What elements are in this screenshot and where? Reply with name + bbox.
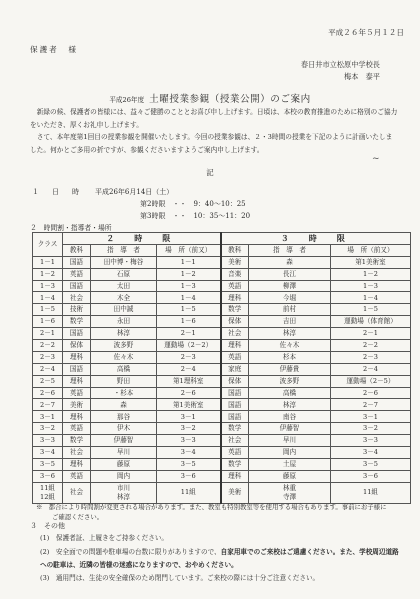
schedule-note: ※ 都合により時間割が変更される場合があります。また、教室も特別教室等を使用する場合もあります。事前にお子様に bbox=[36, 503, 387, 511]
room-cell: 2－4 bbox=[157, 363, 221, 375]
teacher-cell bbox=[91, 482, 157, 503]
subject-cell: 美術 bbox=[221, 482, 249, 503]
table-row bbox=[33, 268, 411, 280]
teacher-cell: 岡内 bbox=[249, 447, 331, 459]
teacher-cell: 前村 bbox=[249, 304, 331, 316]
subject-cell: 美術 bbox=[63, 399, 91, 411]
table-row bbox=[33, 363, 411, 375]
subject-cell: 社会 bbox=[221, 435, 249, 447]
class-cell: 1－6 bbox=[33, 316, 63, 328]
class-cell: 3－2 bbox=[33, 423, 63, 435]
table-row bbox=[33, 387, 411, 399]
subject-cell: 理科 bbox=[63, 351, 91, 363]
subject-cell: 家庭 bbox=[221, 363, 249, 375]
room-cell: 2－1 bbox=[331, 328, 411, 340]
subject-cell: 英語 bbox=[63, 268, 91, 280]
teacher-cell: 波多野 bbox=[249, 375, 331, 387]
subject-cell: 国語 bbox=[63, 256, 91, 268]
subject-cell: 保体 bbox=[63, 340, 91, 352]
teacher-cell: 森 bbox=[91, 399, 157, 411]
room-cell: 2－4 bbox=[331, 363, 411, 375]
class-cell: 2－6 bbox=[33, 387, 63, 399]
teacher-cell: 柳澤 bbox=[249, 280, 331, 292]
teacher-cell: 伊藤貴 bbox=[249, 363, 331, 375]
announcement-paragraph: さて、本年度第1回目の授業参観を開催いたします。今回の授業参観は、２・3時間の授業を下記のように計画いたしました。何かとご多用の折ですが、参観くださいますようご案内申し上げます。 bbox=[30, 133, 393, 154]
teacher-cell: 土屋 bbox=[249, 458, 331, 470]
room-cell: 3－3 bbox=[331, 435, 411, 447]
subject-cell: 美術 bbox=[221, 256, 249, 268]
class-cell: 2－2 bbox=[33, 340, 63, 352]
teacher-cell: 木全 bbox=[91, 292, 157, 304]
teacher-a: 林重 bbox=[282, 483, 297, 492]
class-12: 12組 bbox=[40, 492, 55, 501]
subject-cell: 理科 bbox=[63, 375, 91, 387]
teacher-cell: 伊木 bbox=[91, 423, 157, 435]
subject-cell: 国語 bbox=[63, 363, 91, 375]
table-row bbox=[33, 280, 411, 292]
room-cell: 1－3 bbox=[157, 280, 221, 292]
subject-cell: 英語 bbox=[63, 387, 91, 399]
subject-cell: 英語 bbox=[221, 447, 249, 459]
class-cell: 3－6 bbox=[33, 470, 63, 482]
class-cell: 2－4 bbox=[33, 363, 63, 375]
room-cell: 3－3 bbox=[157, 435, 221, 447]
subject-cell: 理科 bbox=[221, 292, 249, 304]
subject-cell: 社会 bbox=[63, 482, 91, 503]
other-item-1: (1) 保護者証、上履きをご持参ください。 bbox=[40, 534, 169, 542]
teacher-cell: 伊藤智 bbox=[91, 435, 157, 447]
room-cell: 3－6 bbox=[157, 470, 221, 482]
subject-cell: 理科 bbox=[63, 411, 91, 423]
teacher-a: 市川 bbox=[116, 483, 131, 492]
stray-mark: ~ bbox=[372, 154, 380, 164]
addressee: 保護者 様 bbox=[30, 45, 78, 54]
subject-cell: 国語 bbox=[63, 280, 91, 292]
room-header: 場 所（前又） bbox=[157, 244, 221, 256]
other-item-2-emphasis: 自家用車でのご来校はご遠慮ください。また、学校周辺道路への駐車は、近隣の皆様の迷惑になりますので、おやめください。 bbox=[40, 548, 399, 569]
room-cell: 11組 bbox=[157, 482, 221, 503]
subject-cell: 社会 bbox=[63, 292, 91, 304]
teacher-header: 指 導 者 bbox=[91, 244, 157, 256]
room-header: 場 所（前又） bbox=[331, 244, 411, 256]
table-row bbox=[33, 411, 411, 423]
subject-cell: 数学 bbox=[63, 435, 91, 447]
room-cell: 3－4 bbox=[157, 447, 221, 459]
room-cell: 2－1 bbox=[157, 328, 221, 340]
class-cell: 3－1 bbox=[33, 411, 63, 423]
teacher-cell: 佐々木 bbox=[249, 340, 331, 352]
datetime-heading: １ 日 時 bbox=[32, 188, 82, 196]
subject-cell: 数学 bbox=[221, 304, 249, 316]
room-cell: 2－3 bbox=[157, 351, 221, 363]
table-heading: ２ 時間割・指導者・場所 bbox=[30, 224, 112, 232]
subject-cell: 保体 bbox=[221, 316, 249, 328]
room-cell: 3－4 bbox=[331, 447, 411, 459]
room-cell: 3－5 bbox=[157, 458, 221, 470]
table-row bbox=[33, 304, 411, 316]
school-name: 春日井市立松原中学校長 bbox=[300, 60, 380, 69]
room-cell: 3－2 bbox=[331, 423, 411, 435]
table-row bbox=[33, 399, 411, 411]
class-cell: 2－7 bbox=[33, 399, 63, 411]
subject-cell: 英語 bbox=[63, 423, 91, 435]
class-cell: 1－2 bbox=[33, 268, 63, 280]
subject-cell: 英語 bbox=[221, 280, 249, 292]
teacher-cell: 田中誠 bbox=[91, 304, 157, 316]
class-cell: 1－5 bbox=[33, 304, 63, 316]
room-cell: 1－1 bbox=[157, 256, 221, 268]
table-row bbox=[33, 340, 411, 352]
teacher-cell: 吉田 bbox=[249, 316, 331, 328]
class-cell: 1－3 bbox=[33, 280, 63, 292]
period-3-header: ３ 時 限 bbox=[221, 233, 411, 245]
subject-cell: 国語 bbox=[221, 399, 249, 411]
principal-name: 梅本 泰平 bbox=[344, 72, 380, 81]
subject-cell: 国語 bbox=[221, 411, 249, 423]
ki-heading: 記 bbox=[206, 168, 214, 177]
class-cell: 1－4 bbox=[33, 292, 63, 304]
class-cell: 3－3 bbox=[33, 435, 63, 447]
teacher-cell: 南谷 bbox=[249, 411, 331, 423]
subject-header: 教科 bbox=[63, 244, 91, 256]
room-cell: 1－2 bbox=[157, 268, 221, 280]
table-row bbox=[33, 328, 411, 340]
room-cell: 2－6 bbox=[331, 387, 411, 399]
room-cell: 1－2 bbox=[331, 268, 411, 280]
schedule-note-cont: ご確認ください。 bbox=[52, 513, 104, 521]
other-item-2 bbox=[40, 546, 400, 572]
table-row bbox=[33, 375, 411, 387]
subject-cell: 国語 bbox=[63, 328, 91, 340]
document-title bbox=[0, 87, 420, 106]
teacher-cell: 藤原 bbox=[91, 458, 157, 470]
room-cell: 3－6 bbox=[331, 470, 411, 482]
table-subheader-row bbox=[33, 244, 411, 256]
table-row bbox=[33, 292, 411, 304]
other-item-2-text: (2) 安全面での問題や駐車場の台数に限りがありますので、 bbox=[40, 548, 221, 556]
room-cell: 2－6 bbox=[157, 387, 221, 399]
teacher-cell: 岡内 bbox=[91, 470, 157, 482]
room-cell: 2－2 bbox=[331, 340, 411, 352]
teacher-cell: 藤原 bbox=[249, 470, 331, 482]
title-year: 平成26年度 bbox=[109, 96, 145, 104]
teacher-cell: 太田 bbox=[91, 280, 157, 292]
letter-date: 平成２６年５月１２日 bbox=[328, 28, 404, 37]
teacher-cell: 長江 bbox=[249, 268, 331, 280]
table-row bbox=[33, 316, 411, 328]
room-cell: 3－1 bbox=[331, 411, 411, 423]
class-11: 11組 bbox=[40, 483, 55, 492]
subject-cell: 数学 bbox=[221, 458, 249, 470]
room-cell: 3－1 bbox=[157, 411, 221, 423]
teacher-cell: 野田 bbox=[91, 375, 157, 387]
room-cell: 11組 bbox=[331, 482, 411, 503]
table-row bbox=[33, 351, 411, 363]
room-cell: 1－6 bbox=[157, 316, 221, 328]
room-cell: 1－3 bbox=[331, 280, 411, 292]
subject-cell: 理科 bbox=[221, 340, 249, 352]
class-cell: 3－5 bbox=[33, 458, 63, 470]
subject-header: 教科 bbox=[221, 244, 249, 256]
subject-cell: 数学 bbox=[63, 316, 91, 328]
subject-cell: 社会 bbox=[63, 447, 91, 459]
room-cell: 3－5 bbox=[331, 458, 411, 470]
room-cell: 2－7 bbox=[331, 399, 411, 411]
subject-cell: 保体 bbox=[221, 375, 249, 387]
teacher-header: 指 導 者 bbox=[249, 244, 331, 256]
subject-cell: 理科 bbox=[221, 470, 249, 482]
room-cell: 運動場（体育館） bbox=[331, 316, 411, 328]
teacher-cell: 林淳 bbox=[249, 399, 331, 411]
event-date: 平成26年6月14日（土） bbox=[95, 188, 174, 196]
table-row bbox=[33, 435, 411, 447]
class-cell bbox=[33, 482, 63, 503]
room-cell: 運動場（2－5） bbox=[331, 375, 411, 387]
period-3-time: 第3時限 ・・ 10：35～11：20 bbox=[140, 212, 251, 220]
teacher-cell: 那谷 bbox=[91, 411, 157, 423]
room-cell: 1－4 bbox=[331, 292, 411, 304]
table-row bbox=[33, 256, 411, 268]
teacher-cell: 林淳 bbox=[249, 328, 331, 340]
teacher-cell: 佐々木 bbox=[91, 351, 157, 363]
period-2-header: ２ 時 限 bbox=[63, 233, 221, 245]
room-cell: 第1美術室 bbox=[157, 399, 221, 411]
class-cell: 2－1 bbox=[33, 328, 63, 340]
other-item-3: (3) 通用門は、生徒の安全確保のため閉門しています。ご来校の際には十分ご注意ください。 bbox=[40, 574, 320, 582]
teacher-cell: 波多野 bbox=[91, 340, 157, 352]
teacher-cell: 森 bbox=[249, 256, 331, 268]
subject-cell: 音楽 bbox=[221, 268, 249, 280]
teacher-cell: ・杉本 bbox=[91, 387, 157, 399]
teacher-cell: 今堀 bbox=[249, 292, 331, 304]
teacher-cell: 早川 bbox=[91, 447, 157, 459]
schedule-table bbox=[32, 232, 411, 504]
room-cell: 第1美術室 bbox=[331, 256, 411, 268]
greeting-paragraph: 新緑の候、保護者の皆様には、益々ご健勝のこととお喜び申し上げます。日頃は、本校の教育推進のために格別のご協力をいただき、厚くお礼申し上げます。 bbox=[30, 108, 398, 129]
subject-cell: 英語 bbox=[63, 470, 91, 482]
table-row-special bbox=[33, 482, 411, 503]
table-row bbox=[33, 447, 411, 459]
table-row bbox=[33, 458, 411, 470]
teacher-cell: 高橋 bbox=[91, 363, 157, 375]
teacher-cell: 早川 bbox=[249, 435, 331, 447]
room-cell: 1－5 bbox=[157, 304, 221, 316]
room-cell: 1－5 bbox=[331, 304, 411, 316]
room-cell: 運動場（2－2） bbox=[157, 340, 221, 352]
teacher-cell: 高橋 bbox=[249, 387, 331, 399]
teacher-b: 寺澤 bbox=[282, 492, 297, 501]
teacher-cell: 伊藤智 bbox=[249, 423, 331, 435]
room-cell: 3－2 bbox=[157, 423, 221, 435]
teacher-b: 林淳 bbox=[116, 492, 131, 501]
teacher-cell: 石原 bbox=[91, 268, 157, 280]
class-cell: 2－5 bbox=[33, 375, 63, 387]
room-cell: 第1理科室 bbox=[157, 375, 221, 387]
subject-cell: 理科 bbox=[63, 458, 91, 470]
class-cell: 3－4 bbox=[33, 447, 63, 459]
class-column-header: クラス bbox=[33, 233, 63, 257]
subject-cell: 社会 bbox=[221, 328, 249, 340]
other-heading: ３ その他 bbox=[30, 522, 65, 530]
teacher-cell: 林淳 bbox=[91, 328, 157, 340]
class-cell: 2－3 bbox=[33, 351, 63, 363]
teacher-cell: 永田 bbox=[91, 316, 157, 328]
subject-cell: 国語 bbox=[221, 387, 249, 399]
table-row bbox=[33, 423, 411, 435]
period-2-time: 第2時限 ・・ 9：40～10：25 bbox=[140, 200, 246, 208]
title-main: 土曜授業参観（授業公開）のご案内 bbox=[149, 94, 311, 105]
subject-cell: 英語 bbox=[221, 351, 249, 363]
class-cell: 1－1 bbox=[33, 256, 63, 268]
subject-cell: 数学 bbox=[221, 423, 249, 435]
table-row bbox=[33, 470, 411, 482]
room-cell: 1－4 bbox=[157, 292, 221, 304]
teacher-cell bbox=[249, 482, 331, 503]
table-header-row bbox=[33, 233, 411, 245]
room-cell: 2－3 bbox=[331, 351, 411, 363]
teacher-cell: 田中博・梅谷 bbox=[91, 256, 157, 268]
subject-cell: 技術 bbox=[63, 304, 91, 316]
teacher-cell: 杉本 bbox=[249, 351, 331, 363]
